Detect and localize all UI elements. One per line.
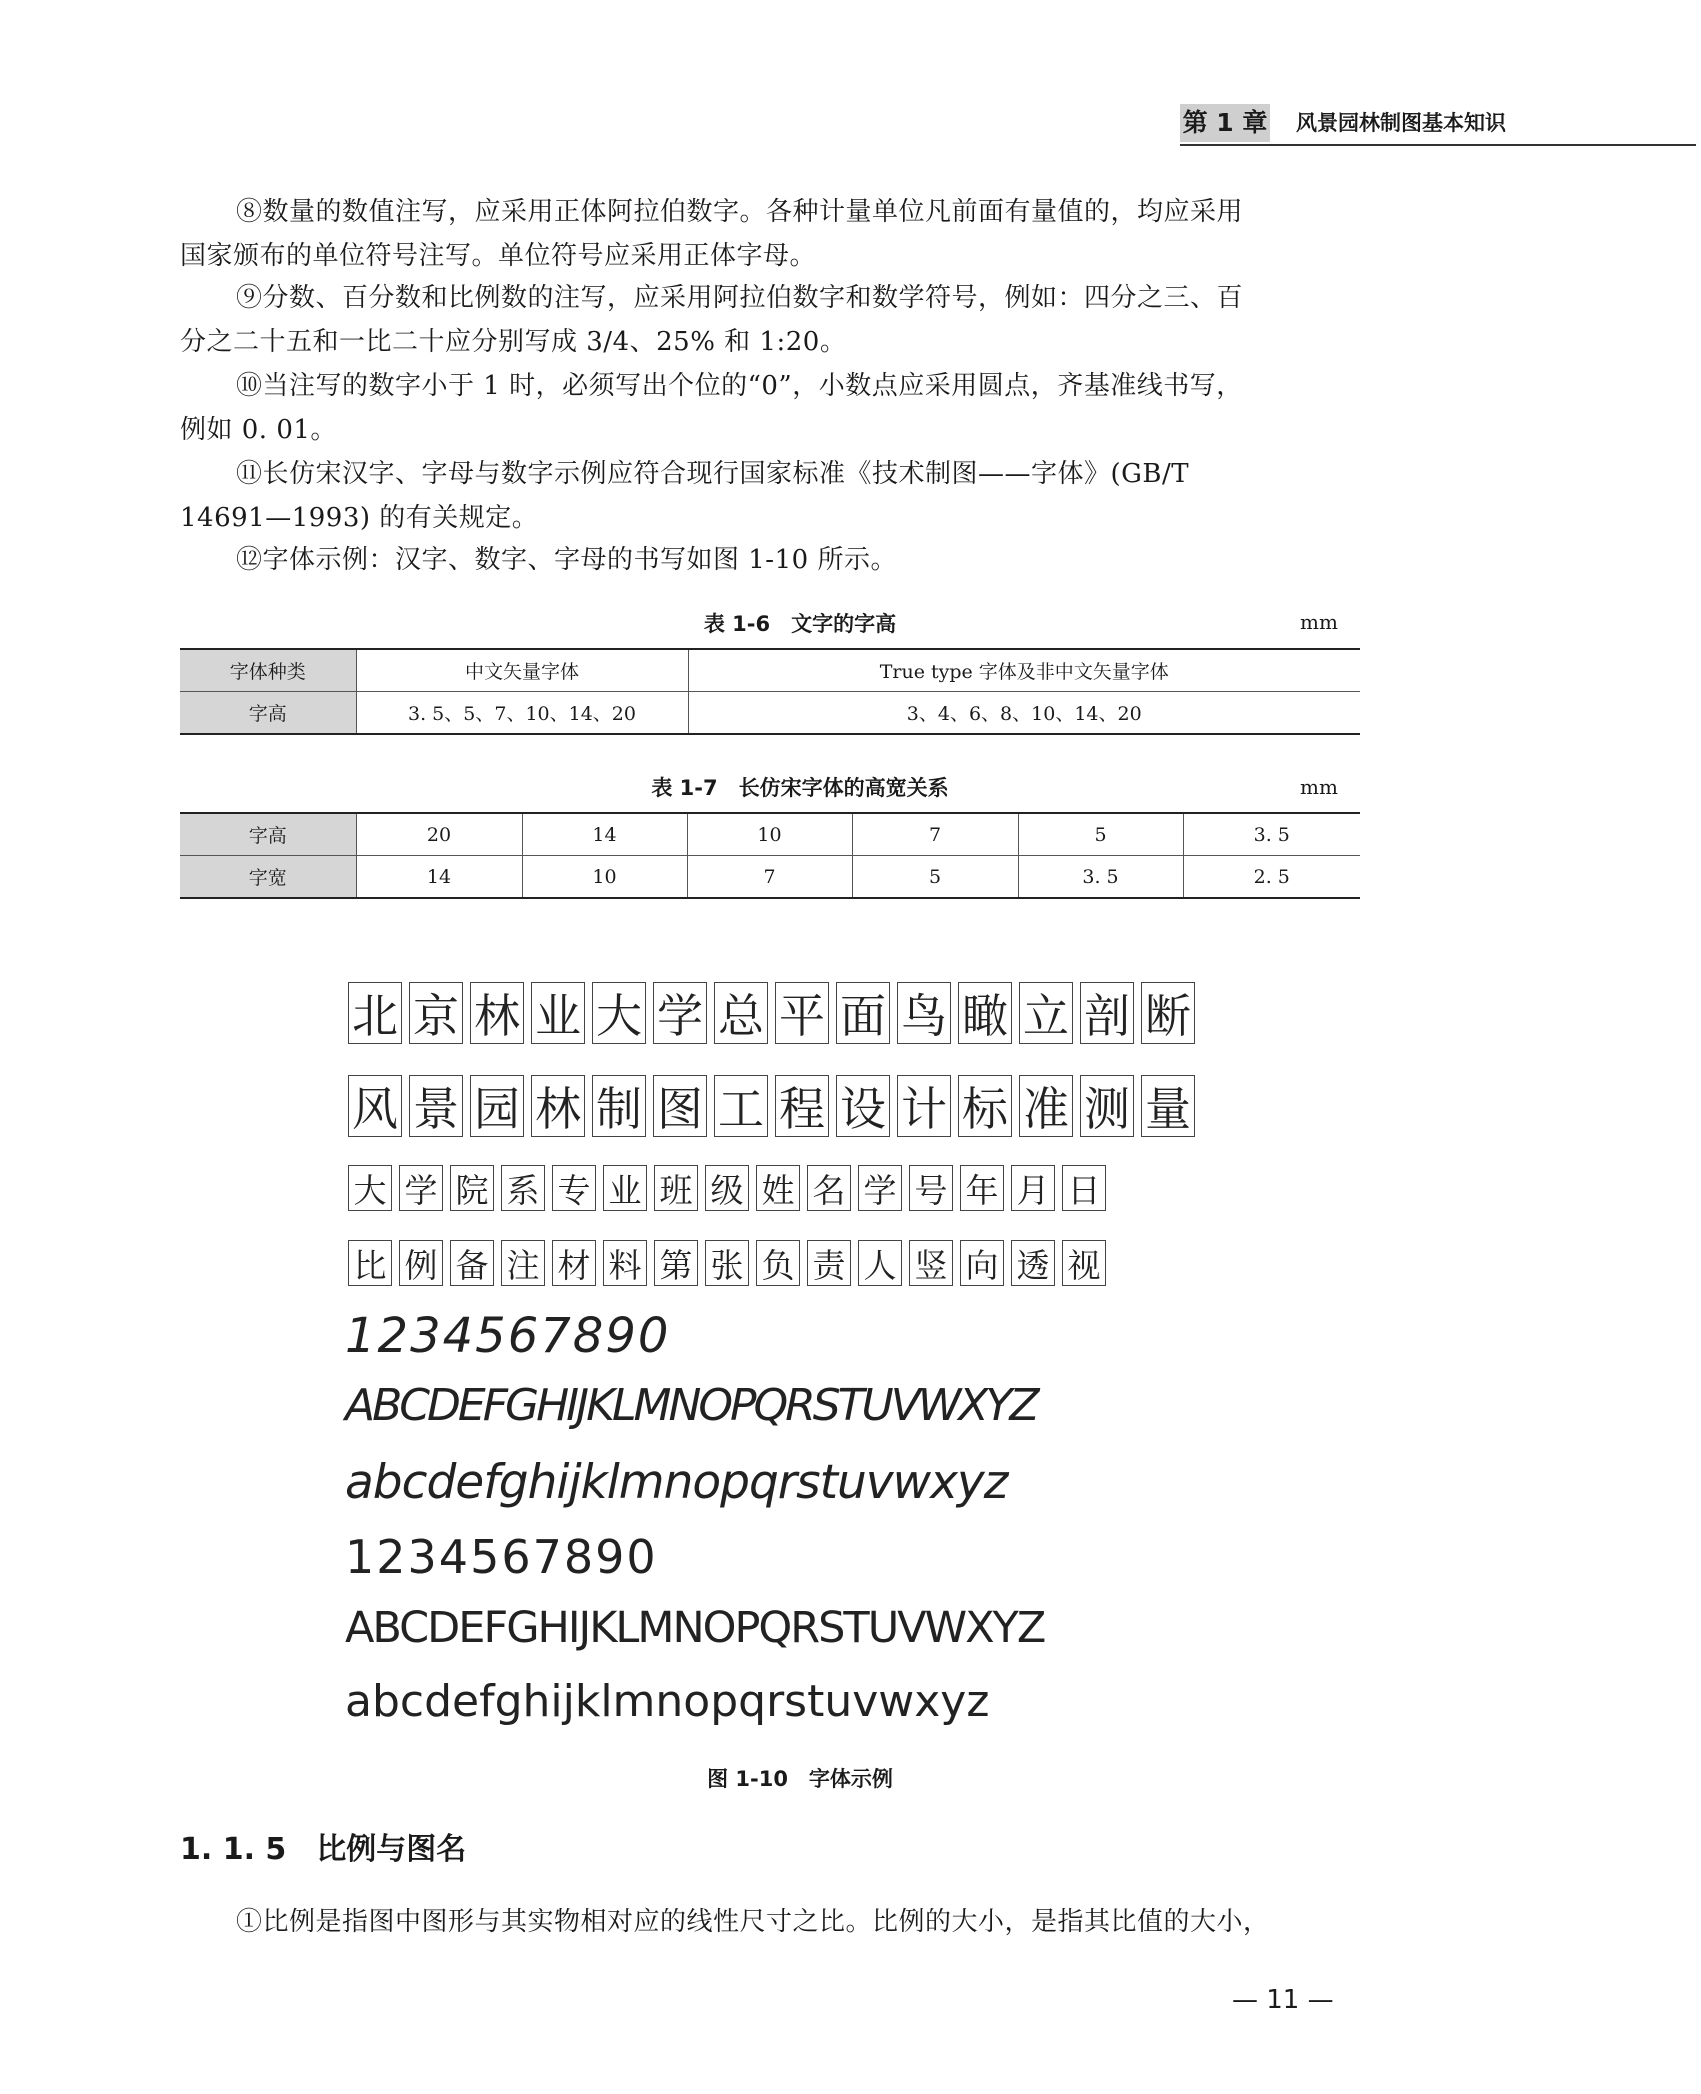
section-number: 1. 1. 5 — [180, 1832, 287, 1867]
table-cell: 字体种类 — [180, 649, 356, 692]
char-grid-cell: 学 — [858, 1165, 902, 1211]
char-grid-cell: 设 — [836, 1075, 890, 1137]
char-grid-cell: 专 — [552, 1165, 596, 1211]
paragraph-11 — [180, 452, 1360, 540]
paragraph-line: ⑧数量的数值注写，应采用正体阿拉伯数字。各种计量单位凡前面有量值的，均应采用 — [236, 197, 1244, 227]
chinese-sample-row-1 — [348, 982, 1202, 1044]
char-grid-cell: 大 — [592, 982, 646, 1044]
table-1-6 — [180, 648, 1360, 735]
char-grid-cell: 计 — [897, 1075, 951, 1137]
italic-uppercase-sample: ABCDEFGHIJKLMNOPQRSTUVWXYZ — [345, 1380, 1037, 1431]
table-cell: 3. 5、5、7、10、14、20 — [356, 692, 688, 735]
char-grid-cell: 级 — [705, 1165, 749, 1211]
char-grid-cell: 负 — [756, 1240, 800, 1286]
page-header — [1180, 104, 1696, 148]
char-grid-cell: 院 — [450, 1165, 494, 1211]
paragraph-line: 国家颁布的单位符号注写。单位符号应采用正体字母。 — [180, 241, 817, 271]
header-rule — [1180, 144, 1696, 146]
chinese-sample-row-2 — [348, 1075, 1202, 1137]
char-grid-cell: 瞰 — [958, 982, 1012, 1044]
table-1-7 — [180, 812, 1360, 899]
table-cell: 10 — [687, 813, 852, 856]
table-cell: 3、4、6、8、10、14、20 — [688, 692, 1360, 735]
char-grid-cell: 视 — [1062, 1240, 1106, 1286]
char-grid-cell: 景 — [409, 1075, 463, 1137]
char-grid-cell: 风 — [348, 1075, 402, 1137]
chinese-sample-row-3 — [348, 1165, 1113, 1211]
table-row — [180, 649, 1360, 692]
table-cell: 10 — [522, 856, 687, 899]
char-grid-cell: 业 — [531, 982, 585, 1044]
table-cell: 20 — [356, 813, 522, 856]
paragraph-10 — [180, 364, 1360, 452]
table-cell: True type 字体及非中文矢量字体 — [688, 649, 1360, 692]
char-grid-cell: 大 — [348, 1165, 392, 1211]
char-grid-cell: 制 — [592, 1075, 646, 1137]
paragraph-8 — [180, 190, 1360, 278]
section-title: 比例与图名 — [316, 1832, 467, 1867]
char-grid-cell: 班 — [654, 1165, 698, 1211]
paragraph-9 — [180, 276, 1360, 364]
italic-digits-sample: 1234567890 — [345, 1308, 671, 1364]
char-grid-cell: 立 — [1019, 982, 1073, 1044]
char-grid-cell: 平 — [775, 982, 829, 1044]
char-grid-cell: 断 — [1141, 982, 1195, 1044]
table-cell: 字宽 — [180, 856, 356, 899]
char-grid-cell: 量 — [1141, 1075, 1195, 1137]
table-1-7-caption: 表 1-7 长仿宋字体的高宽关系 — [651, 776, 949, 800]
upright-digits-sample: 1234567890 — [345, 1530, 658, 1584]
char-grid-cell: 学 — [399, 1165, 443, 1211]
char-grid-cell: 号 — [909, 1165, 953, 1211]
char-grid-cell: 透 — [1011, 1240, 1055, 1286]
char-grid-cell: 测 — [1080, 1075, 1134, 1137]
table-1-6-caption: 表 1-6 文字的字高 — [703, 612, 897, 636]
char-grid-cell: 标 — [958, 1075, 1012, 1137]
char-grid-cell: 鸟 — [897, 982, 951, 1044]
paragraph-line: ①比例是指图中图形与其实物相对应的线性尺寸之比。比例的大小，是指其比值的大小， — [236, 1907, 1270, 1937]
chapter-label: 第 1 章 — [1180, 104, 1270, 142]
table-cell: 5 — [852, 856, 1018, 899]
upright-uppercase-sample: ABCDEFGHIJKLMNOPQRSTUVWXYZ — [345, 1603, 1045, 1653]
table-row — [180, 856, 1360, 899]
paragraph-line: 14691—1993) 的有关规定。 — [180, 503, 539, 533]
table-1-6-unit: mm — [1300, 610, 1338, 634]
table-cell: 2. 5 — [1183, 856, 1360, 899]
char-grid-cell: 北 — [348, 982, 402, 1044]
table-1-7-unit: mm — [1300, 775, 1338, 799]
char-grid-cell: 图 — [653, 1075, 707, 1137]
table-row — [180, 692, 1360, 735]
table-cell: 5 — [1018, 813, 1183, 856]
italic-lowercase-sample: abcdefghijklmnopqrstuvwxyz — [345, 1455, 1008, 1510]
chinese-sample-row-4 — [348, 1240, 1113, 1286]
paragraph-line: 例如 0. 01。 — [180, 415, 337, 445]
char-grid-cell: 注 — [501, 1240, 545, 1286]
paragraph-line: ⑫字体示例：汉字、数字、字母的书写如图 1-10 所示。 — [236, 545, 897, 575]
char-grid-cell: 第 — [654, 1240, 698, 1286]
table-cell: 字高 — [180, 813, 356, 856]
char-grid-cell: 张 — [705, 1240, 749, 1286]
chapter-title: 风景园林制图基本知识 — [1296, 111, 1506, 135]
char-grid-cell: 材 — [552, 1240, 596, 1286]
char-grid-cell: 林 — [470, 982, 524, 1044]
paragraph-12 — [180, 538, 1360, 582]
table-cell: 3. 5 — [1018, 856, 1183, 899]
table-cell: 中文矢量字体 — [356, 649, 688, 692]
paragraph-line: ⑨分数、百分数和比例数的注写，应采用阿拉伯数字和数学符号，例如：四分之三、百 — [236, 283, 1244, 313]
char-grid-cell: 业 — [603, 1165, 647, 1211]
char-grid-cell: 向 — [960, 1240, 1004, 1286]
page-number: — 11 — — [1232, 1985, 1334, 2015]
char-grid-cell: 园 — [470, 1075, 524, 1137]
char-grid-cell: 料 — [603, 1240, 647, 1286]
char-grid-cell: 林 — [531, 1075, 585, 1137]
char-grid-cell: 剖 — [1080, 982, 1134, 1044]
char-grid-cell: 程 — [775, 1075, 829, 1137]
char-grid-cell: 例 — [399, 1240, 443, 1286]
table-cell: 7 — [687, 856, 852, 899]
char-grid-cell: 责 — [807, 1240, 851, 1286]
figure-caption: 图 1-10 字体示例 — [707, 1767, 893, 1791]
char-grid-cell: 准 — [1019, 1075, 1073, 1137]
char-grid-cell: 总 — [714, 982, 768, 1044]
char-grid-cell: 年 — [960, 1165, 1004, 1211]
char-grid-cell: 竖 — [909, 1240, 953, 1286]
char-grid-cell: 日 — [1062, 1165, 1106, 1211]
char-grid-cell: 名 — [807, 1165, 851, 1211]
table-row — [180, 813, 1360, 856]
char-grid-cell: 面 — [836, 982, 890, 1044]
paragraph-line: ⑩当注写的数字小于 1 时，必须写出个位的“0”，小数点应采用圆点，齐基准线书写， — [236, 371, 1243, 401]
char-grid-cell: 系 — [501, 1165, 545, 1211]
char-grid-cell: 学 — [653, 982, 707, 1044]
table-cell: 14 — [522, 813, 687, 856]
table-cell: 14 — [356, 856, 522, 899]
table-cell: 7 — [852, 813, 1018, 856]
char-grid-cell: 人 — [858, 1240, 902, 1286]
char-grid-cell: 月 — [1011, 1165, 1055, 1211]
paragraph-line: ⑪长仿宋汉字、字母与数字示例应符合现行国家标准《技术制图——字体》(GB/T — [236, 459, 1190, 489]
char-grid-cell: 姓 — [756, 1165, 800, 1211]
char-grid-cell: 京 — [409, 982, 463, 1044]
table-cell: 3. 5 — [1183, 813, 1360, 856]
char-grid-cell: 备 — [450, 1240, 494, 1286]
section-heading — [180, 1824, 466, 1868]
char-grid-cell: 工 — [714, 1075, 768, 1137]
paragraph-line: 分之二十五和一比二十应分别写成 3/4、25% 和 1:20。 — [180, 327, 847, 357]
upright-lowercase-sample: abcdefghijklmnopqrstuvwxyz — [345, 1676, 990, 1727]
char-grid-cell: 比 — [348, 1240, 392, 1286]
table-cell: 字高 — [180, 692, 356, 735]
paragraph-scale-1 — [180, 1900, 1360, 1944]
